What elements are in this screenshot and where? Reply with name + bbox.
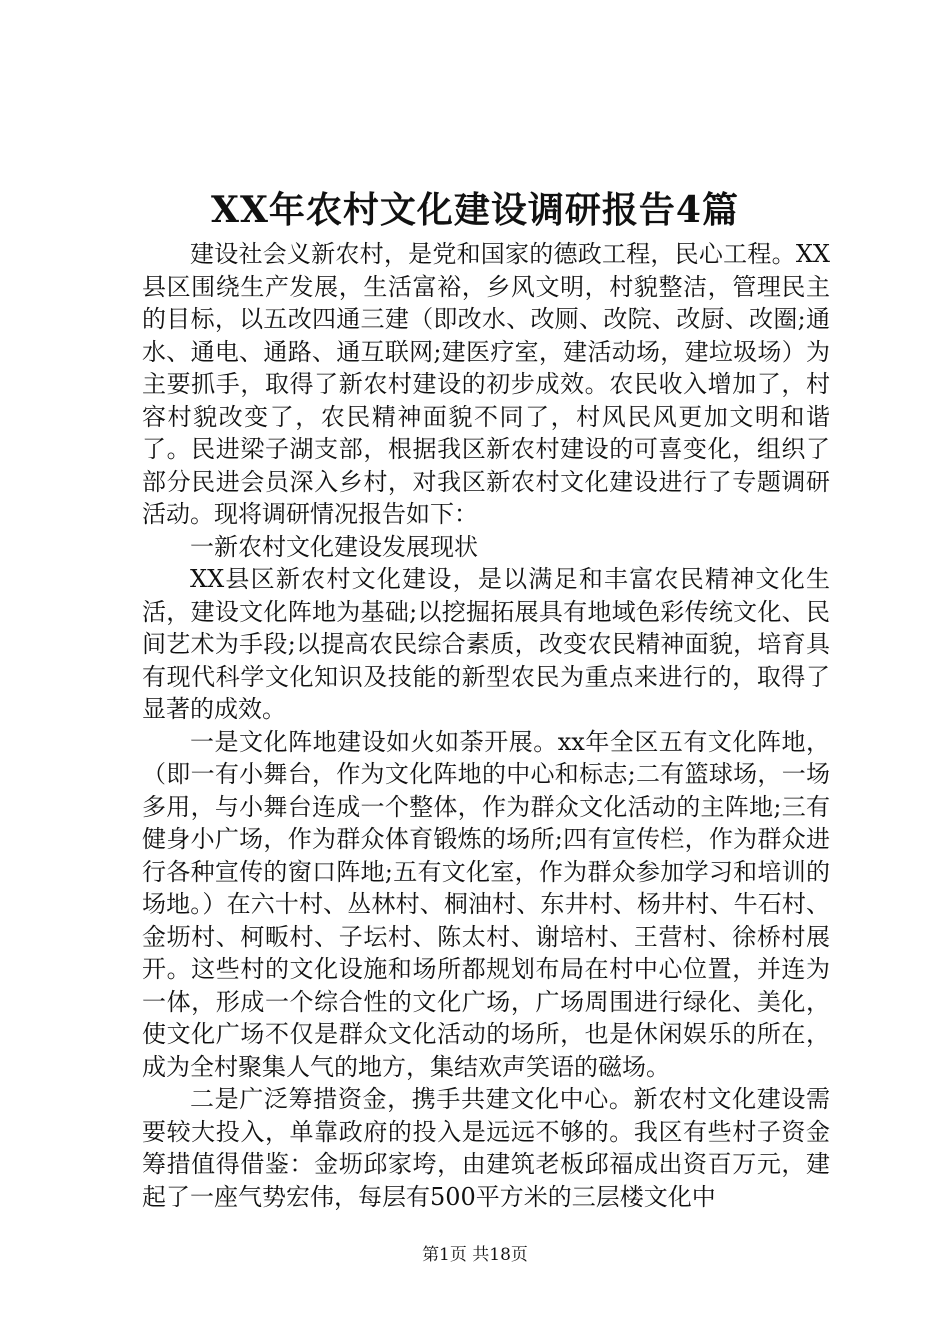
section-heading: 一新农村文化建设发展现状: [190, 532, 478, 561]
document-body: [142, 238, 830, 1213]
page-number-footer: 第1页 共18页: [422, 1245, 528, 1265]
document-title: XX年农村文化建设调研报告4篇: [211, 189, 739, 231]
paragraph-point-one: 一是文化阵地建设如火如荼开展。xx年全区五有文化阵地，（即一有小舞台，作为文化阵地的中心和标志;二有篮球场，一场多用，与小舞台连成一个整体，作为群众文化活动的主阵地;三有健身小广场，作为群众体育锻炼的场所;四有宣传栏，作为群众进行各种宣传的窗口阵地;五有文化室，作为群众参加学习和培训的场地。）在六十村、丛林村、桐油村、东井村、杨井村、牛石村、金坜村、柯畈村、子坛村、陈太村、谢培村、王营村、徐桥村展开。这些村的文化设施和场所都规划布局在村中心位置，并连为一体，形成一个综合性的文化广场，广场周围进行绿化、美化，使文化广场不仅是群众文化活动的场所，也是休闲娱乐的所在，成为全村聚集人气的地方，集结欢声笑语的磁场。: [142, 727, 830, 1081]
paragraph-point-two: 二是广泛筹措资金，携手共建文化中心。新农村文化建设需要较大投入，单靠政府的投入是远远不够的。我区有些村子资金筹措值得借鉴：金坜邱家垮，由建筑老板邱福成出资百万元，建起了一座气势宏伟，每层有500平方米的三层楼文化中: [142, 1085, 830, 1211]
paragraph-intro: 建设社会义新农村，是党和国家的德政工程，民心工程。XX县区围绕生产发展，生活富裕，乡风文明，村貌整洁，管理民主的目标，以五改四通三建（即改水、改厕、改院、改厨、改圈;通水、通电、通路、通互联网;建医疗室，建活动场，建垃圾场）为主要抓手，取得了新农村建设的初步成效。农民收入增加了，村容村貌改变了，农民精神面貌不同了，村风民风更加文明和谐了。民进梁子湖支部，根据我区新农村建设的可喜变化，组织了部分民进会员深入乡村，对我区新农村文化建设进行了专题调研活动。现将调研情况报告如下：: [142, 240, 830, 528]
paragraph-status: XX县区新农村文化建设，是以满足和丰富农民精神文化生活，建设文化阵地为基础;以挖掘拓展具有地域色彩传统文化、民间艺术为手段;以提高农民综合素质，改变农民精神面貌，培育具有现代科学文化知识及技能的新型农民为重点来进行的，取得了显著的成效。: [142, 565, 830, 723]
